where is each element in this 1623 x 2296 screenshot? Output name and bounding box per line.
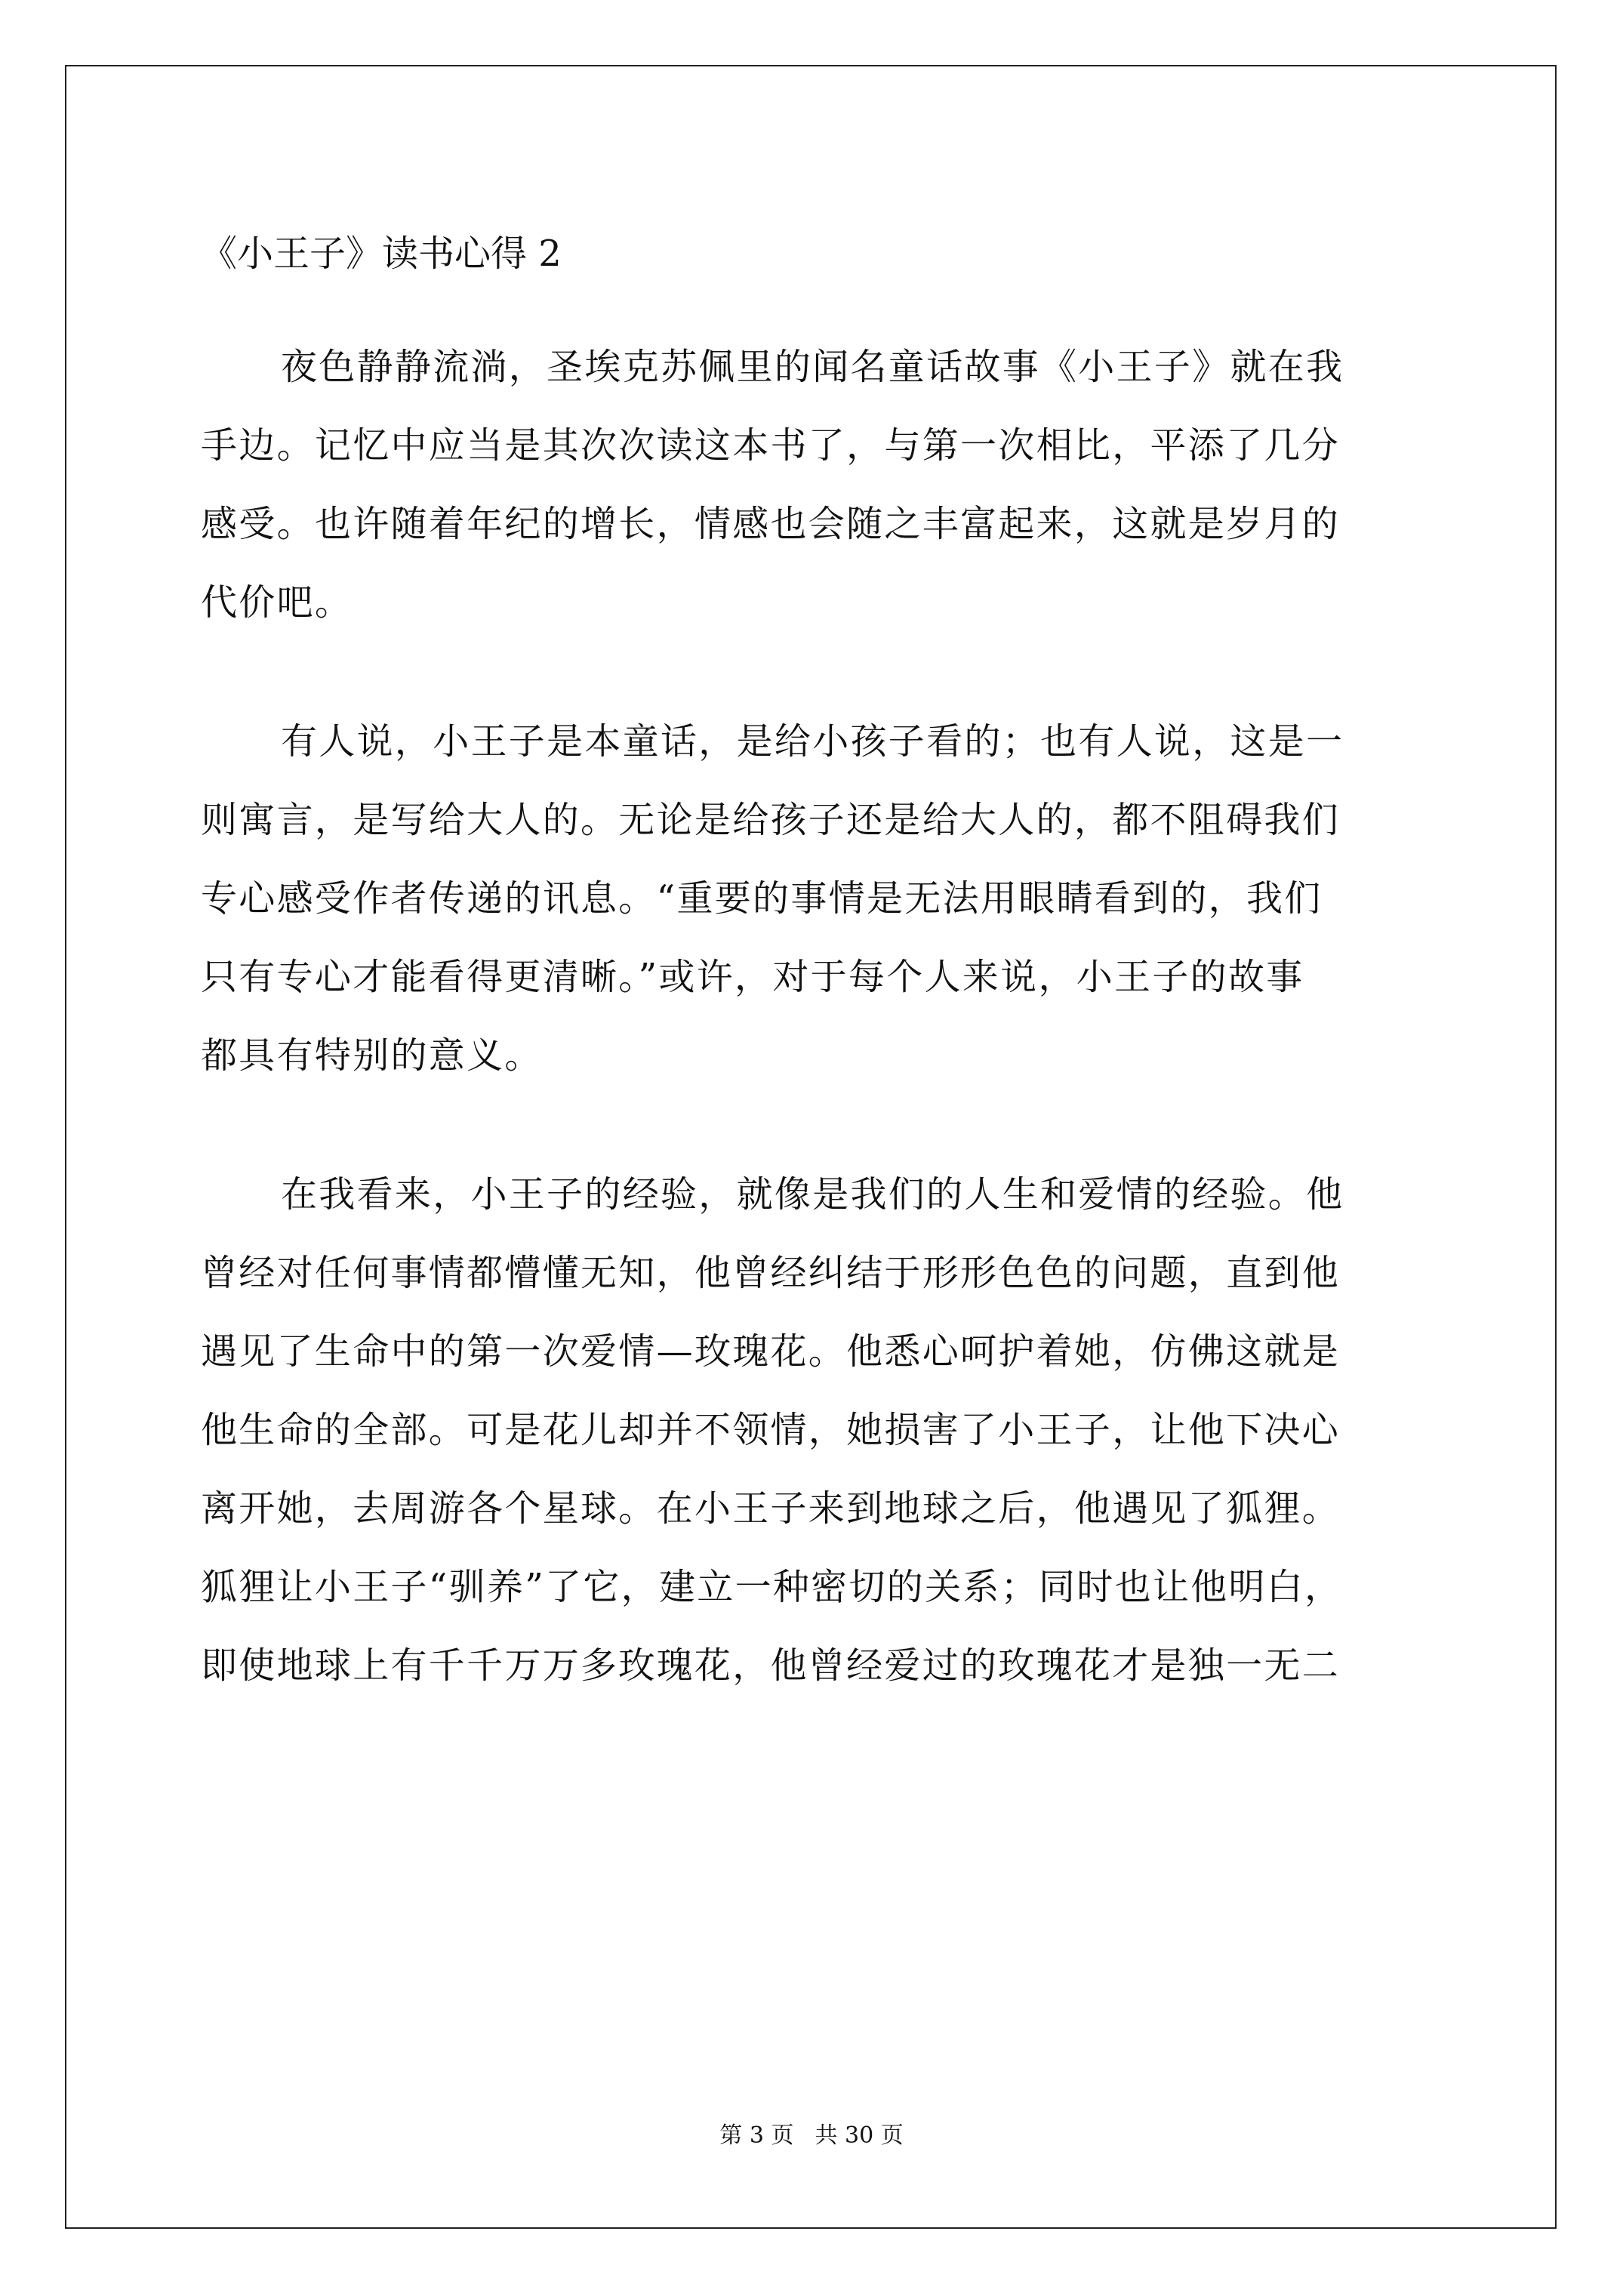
- document-title: 《小王子》读书心得 2: [201, 233, 562, 275]
- paragraph-3-line-6: 狐狸让小王子“驯养”了它，建立一种密切的关系；同时也让他明白，: [201, 1566, 1343, 1608]
- paragraph-3-line-2: 曾经对任何事情都懵懂无知，他曾经纠结于形形色色的问题，直到他: [201, 1252, 1341, 1294]
- page-number-current: 第 3 页: [719, 2122, 794, 2149]
- paragraph-3-line-4: 他生命的全部。可是花儿却并不领情，她损害了小王子，让他下决心: [201, 1409, 1341, 1451]
- page-footer: [0, 2121, 1623, 2151]
- page-number-total: 共 30 页: [815, 2122, 904, 2149]
- paragraph-2-line-5: 都具有特别的意义。: [201, 1034, 543, 1077]
- paragraph-3-line-5: 离开她，去周游各个星球。在小王子来到地球之后，他遇见了狐狸。: [201, 1487, 1341, 1530]
- paragraph-1-line-1: 夜色静静流淌，圣埃克苏佩里的闻名童话故事《小王子》就在我: [281, 346, 1344, 388]
- paragraph-1-line-3: 感受。也许随着年纪的增长，情感也会随之丰富起来，这就是岁月的: [201, 503, 1341, 545]
- paragraph-2-line-2: 则寓言，是写给大人的。无论是给孩子还是给大人的，都不阻碍我们: [201, 799, 1341, 841]
- paragraph-3-line-3: 遇见了生命中的第一次爱情—玫瑰花。他悉心呵护着她，仿佛这就是: [201, 1330, 1341, 1373]
- paragraph-3-line-1: 在我看来，小王子的经验，就像是我们的人生和爱情的经验。他: [281, 1173, 1344, 1216]
- paragraph-2-line-3: 专心感受作者传递的讯息。“重要的事情是无法用眼睛看到的，我们: [201, 877, 1323, 920]
- paragraph-3-line-7: 即使地球上有千千万万多玫瑰花，他曾经爱过的玫瑰花才是独一无二: [201, 1644, 1341, 1687]
- paragraph-2-line-4: 只有专心才能看得更清晰。”或许，对于每个人来说，小王子的故事: [201, 956, 1304, 998]
- paragraph-2-line-1: 有人说，小王子是本童话，是给小孩子看的；也有人说，这是一: [281, 720, 1344, 763]
- paragraph-1-line-2: 手边。记忆中应当是其次次读这本书了，与第一次相比，平添了几分: [201, 424, 1341, 467]
- paragraph-1-line-4: 代价吧。: [201, 581, 353, 624]
